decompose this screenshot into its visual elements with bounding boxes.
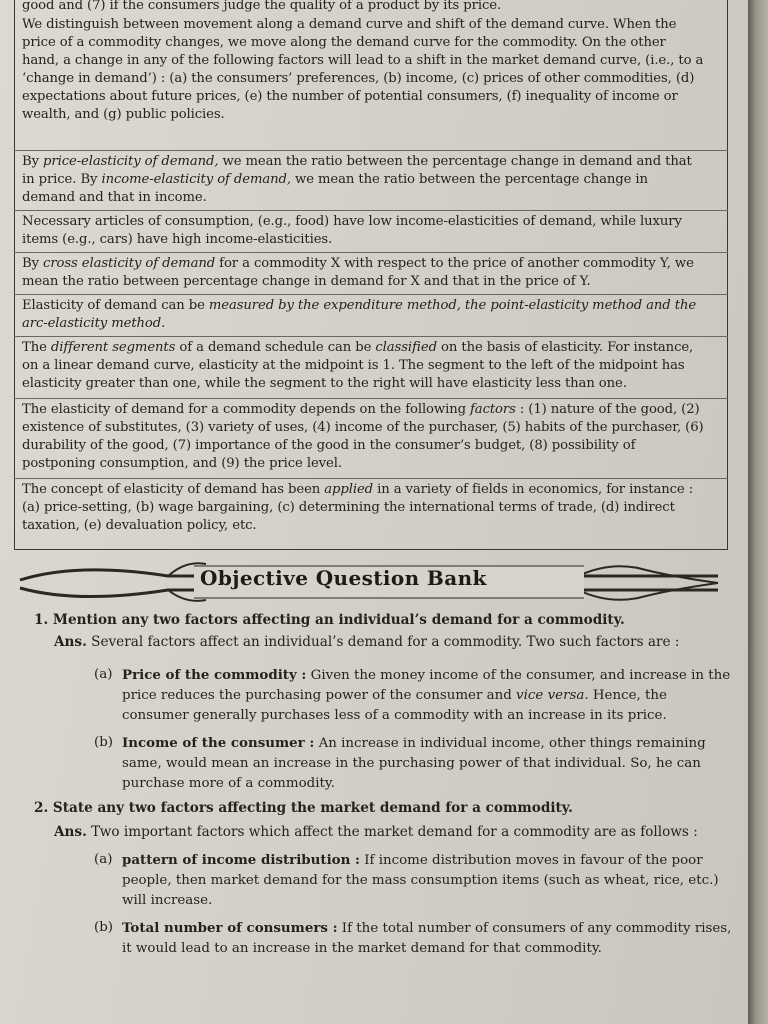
summary-paragraph bbox=[22, 401, 704, 473]
summary-text: in a variety of fields in economics, for instance : (a) price-setting, (b) wage bargaining, (c) determining the international terms of trade, (d) indirect taxation, (e) devaluation policy, etc. bbox=[22, 482, 694, 533]
summary-term: income-elasticity of demand, bbox=[101, 172, 291, 187]
summary-paragraph bbox=[22, 0, 704, 15]
divider bbox=[14, 150, 728, 151]
item-heading: Total number of consumers : bbox=[122, 920, 338, 936]
summary-text: we mean the ratio between the percentage change in demand and that in price. By bbox=[22, 154, 692, 187]
question-1: 1. Mention any two factors affecting an individual’s demand for a commodity. bbox=[34, 612, 625, 628]
answer-text: Two important factors which affect the market demand for a commodity are as follows : bbox=[86, 824, 698, 840]
item-term: vice versa bbox=[516, 688, 585, 703]
summary-text: By bbox=[22, 256, 44, 271]
summary-text: We distinguish between movement along a demand curve and shift of the demand curve. When the price of a commodity changes, we move along the demand curve for the commodity. On the other hand, a change in any of the following factors will lead to a shift in the market demand curve, (i.e., to a ‘change in demand’) : (a) the consumers’ preferences, (b) income, (c) prices of other commodities, (d) expectations about future prices, (e) the number of potential consumers, (f) inequality of income or wealth, and (g) public policies. bbox=[22, 17, 704, 122]
summary-text: By bbox=[22, 154, 44, 169]
answer-2-item-b bbox=[94, 918, 734, 959]
summary-text: The bbox=[22, 340, 51, 355]
summary-paragraph bbox=[22, 16, 704, 144]
divider bbox=[14, 294, 728, 295]
divider bbox=[14, 336, 728, 337]
answer-2-intro bbox=[54, 824, 698, 840]
item-label: (a) bbox=[94, 667, 113, 682]
summary-paragraph bbox=[22, 255, 704, 291]
item-text: An increase in individual income, other things remaining same, would mean an increase in the purchasing power of that individual. So, he can purchase more of a commodity. bbox=[122, 736, 706, 791]
item-label: (a) bbox=[94, 852, 113, 867]
summary-term: classified bbox=[375, 340, 437, 355]
summary-text: The concept of elasticity of demand has been bbox=[22, 482, 325, 497]
answer-label: Ans. bbox=[54, 824, 87, 840]
item-text: If income distribution moves in favour of the poor people, then market demand for the mass consumption items (such as wheat, rice, etc.) will increase. bbox=[122, 853, 719, 908]
answer-1-item-a bbox=[94, 665, 734, 726]
item-heading: pattern of income distribution : bbox=[122, 852, 360, 868]
section-title: Objective Question Bank bbox=[200, 566, 487, 590]
summary-text: : (1) nature of the good, (2) existence of substitutes, (3) variety of uses, (4) income of the purchaser, (5) habits of the purchaser, (6) durability of the good, (7) importance of the good in the consumer’s budget, (8) possibility of postponing consumption, and (9) the price level. bbox=[22, 402, 704, 471]
summary-text: good and (7) if the consumers judge the quality of a product by its price. bbox=[22, 0, 502, 13]
summary-text: of a demand schedule can be bbox=[175, 340, 376, 355]
item-text: . Hence, the consumer generally purchases less of a commodity with an increase in its price. bbox=[122, 688, 667, 723]
summary-term: factors bbox=[470, 402, 516, 417]
item-heading: Income of the consumer : bbox=[122, 735, 315, 751]
summary-term: different segments bbox=[50, 340, 176, 355]
answer-1-intro bbox=[54, 634, 679, 650]
summary-paragraph bbox=[22, 297, 704, 333]
summary-text: on the basis of elasticity. For instance, on a linear demand curve, elasticity at the midpoint is 1. The segment to the left of the midpoint has elasticity greater than one, while the segment to the right will have elasticity less than one. bbox=[22, 340, 694, 391]
item-heading: Price of the commodity : bbox=[122, 667, 307, 683]
answer-text: Several factors affect an individual’s demand for a commodity. Two such factors are : bbox=[86, 634, 680, 650]
summary-term: measured by the expenditure method, the point-elasticity method and the arc-elasticity method. bbox=[22, 298, 697, 331]
summary-paragraph bbox=[22, 213, 704, 249]
page-edge bbox=[748, 0, 768, 1024]
item-text: If the total number of consumers of any commodity rises, it would lead to an increase in the market demand for that commodity. bbox=[122, 921, 732, 956]
summary-paragraph bbox=[22, 339, 704, 393]
answer-label: Ans. bbox=[54, 634, 87, 650]
summary-text: Necessary articles of consumption, (e.g., food) have low income-elasticities of demand, while luxury items (e.g., cars) have high income-elasticities. bbox=[22, 214, 682, 247]
item-text: Given the money income of the consumer, and increase in the price reduces the purchasing power of the consumer and bbox=[122, 668, 731, 703]
summary-term: price-elasticity of demand, bbox=[43, 154, 219, 169]
summary-paragraph bbox=[22, 481, 704, 535]
divider bbox=[14, 252, 728, 253]
answer-2-item-a bbox=[94, 850, 734, 911]
summary-text: The elasticity of demand for a commodity depends on the following bbox=[22, 402, 471, 417]
divider bbox=[14, 478, 728, 479]
summary-text: Elasticity of demand can be bbox=[22, 298, 209, 313]
divider bbox=[14, 210, 728, 211]
summary-term: cross elasticity of demand bbox=[43, 256, 216, 271]
summary-text: we mean the ratio between the percentage change in demand and that in income. bbox=[22, 172, 648, 205]
answer-1-item-b bbox=[94, 733, 734, 794]
item-label: (b) bbox=[94, 920, 114, 935]
item-label: (b) bbox=[94, 735, 114, 750]
divider bbox=[14, 398, 728, 399]
question-2: 2. State any two factors affecting the market demand for a commodity. bbox=[34, 800, 573, 816]
summary-text: for a commodity X with respect to the price of another commodity Y, we mean the ratio between percentage change in demand for X and that in the price of Y. bbox=[22, 256, 694, 289]
summary-paragraph bbox=[22, 153, 704, 207]
summary-term: applied bbox=[324, 482, 373, 497]
